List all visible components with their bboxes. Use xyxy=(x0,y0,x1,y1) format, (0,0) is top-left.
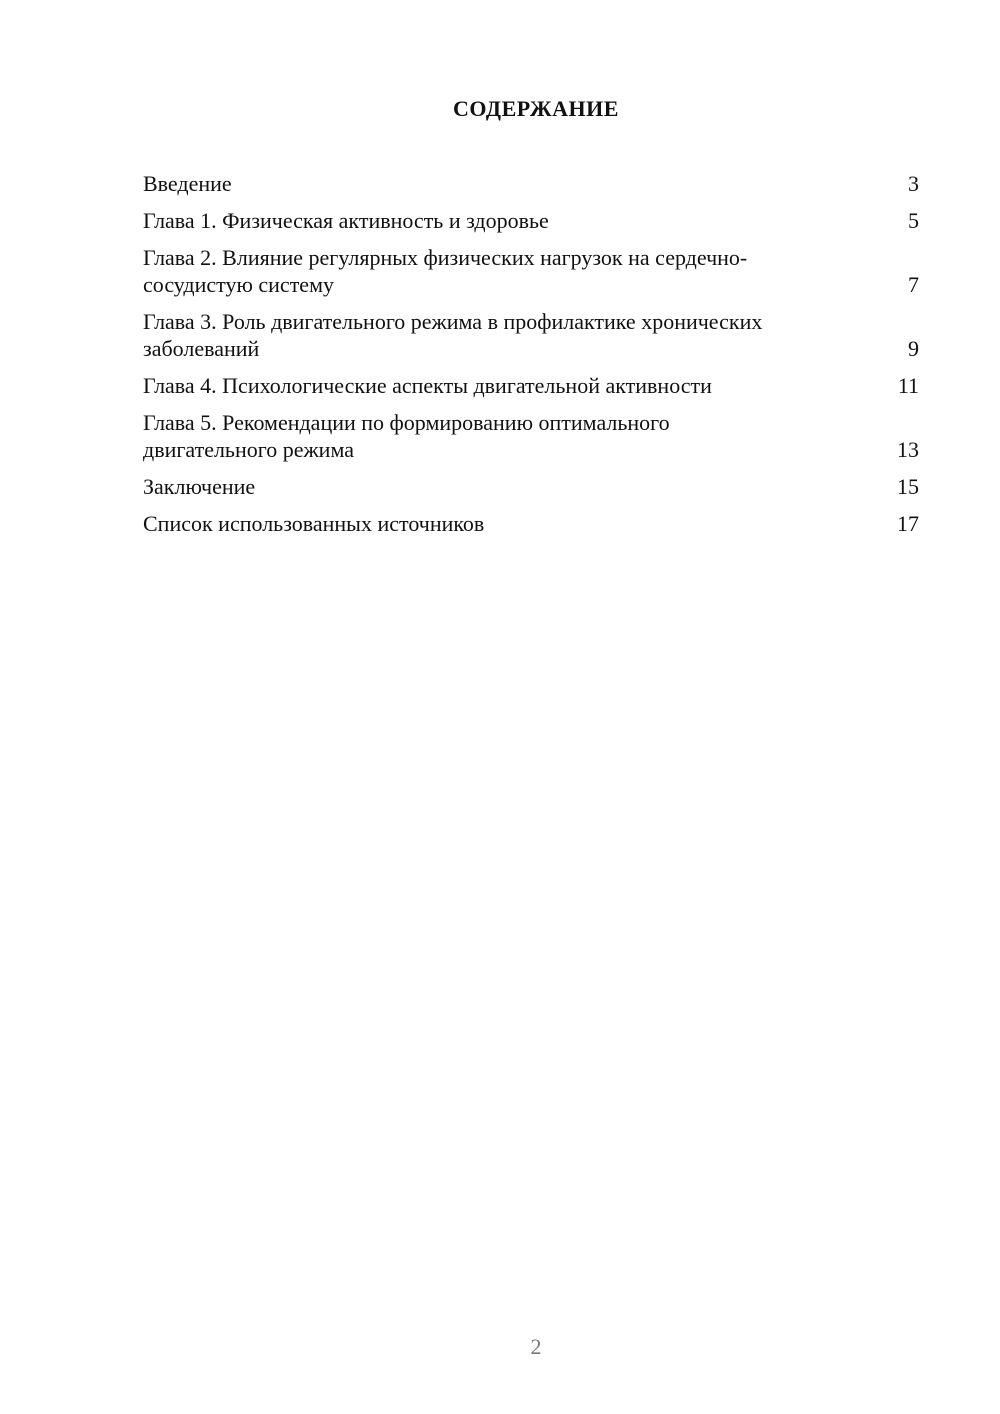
page-number: 2 xyxy=(530,1334,542,1359)
toc-entry-chapter-2[interactable] xyxy=(143,244,919,298)
toc-entry-label: Список использованных источников xyxy=(143,511,485,536)
page-title: СОДЕРЖАНИЕ xyxy=(453,96,619,121)
table-of-contents xyxy=(143,170,919,547)
toc-entry-introduction[interactable] xyxy=(143,170,919,197)
toc-entry-label: Введение xyxy=(143,171,232,196)
toc-entry-label: Глава 1. Физическая активность и здоровье xyxy=(143,208,549,233)
toc-entry-chapter-1[interactable] xyxy=(143,207,919,234)
toc-entry-references[interactable] xyxy=(143,510,919,537)
toc-entry-page-number: 17 xyxy=(897,511,919,536)
toc-entry-page-number: 7 xyxy=(908,272,919,297)
toc-entry-page-number: 5 xyxy=(908,208,919,233)
toc-entry-label: Глава 2. Влияние регулярных физических нагрузок на сердечно-сосудистую систему xyxy=(143,245,748,297)
toc-entry-page-number: 3 xyxy=(908,171,919,196)
toc-entry-chapter-5[interactable] xyxy=(143,409,919,463)
toc-entry-page-number: 13 xyxy=(897,437,919,462)
toc-entry-label: Глава 5. Рекомендации по формированию оптимального двигательного режима xyxy=(143,410,670,462)
toc-entry-page-number: 11 xyxy=(897,373,919,398)
toc-entry-conclusion[interactable] xyxy=(143,473,919,500)
toc-entry-chapter-4[interactable] xyxy=(143,372,919,399)
toc-entry-chapter-3[interactable] xyxy=(143,308,919,362)
toc-entry-label: Глава 3. Роль двигательного режима в профилактике хронических заболеваний xyxy=(143,309,763,361)
toc-entry-label: Глава 4. Психологические аспекты двигательной активности xyxy=(143,373,712,398)
toc-entry-page-number: 9 xyxy=(908,336,919,361)
toc-entry-label: Заключение xyxy=(143,474,256,499)
toc-entry-page-number: 15 xyxy=(897,474,919,499)
